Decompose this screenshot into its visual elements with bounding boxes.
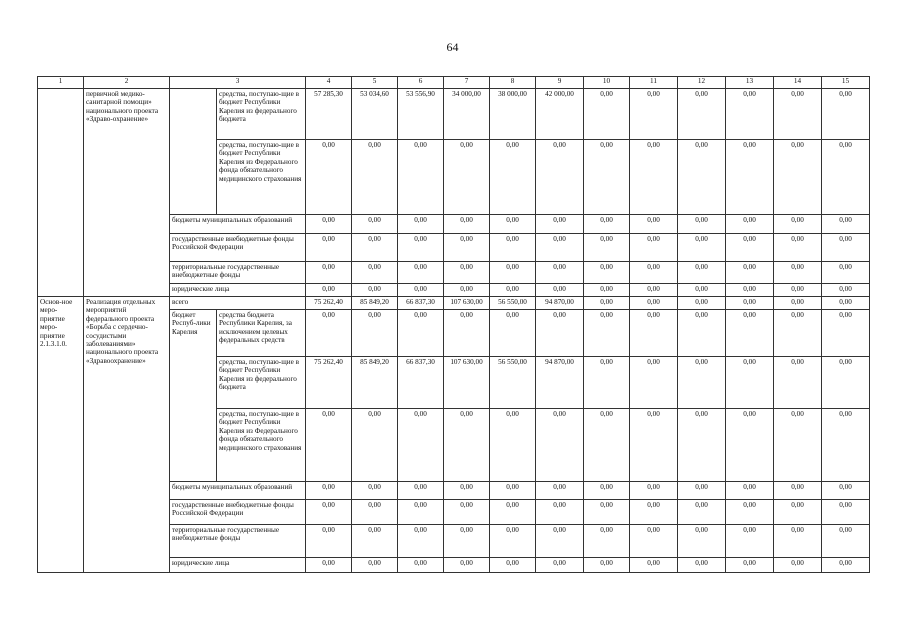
value-cell: 0,00: [774, 482, 822, 500]
value-cell: 0,00: [536, 140, 584, 215]
source-label: средства, поступаю-щие в бюджет Республики Карелия из федерального бюджета: [217, 89, 306, 140]
value-cell: 0,00: [774, 525, 822, 558]
value-cell: 0,00: [584, 284, 630, 297]
value-cell: 0,00: [306, 234, 352, 262]
value-cell: 0,00: [774, 310, 822, 357]
value-cell: 0,00: [352, 500, 398, 525]
value-cell: 66 837,30: [398, 357, 444, 409]
value-cell: 0,00: [678, 89, 726, 140]
value-cell: 38 000,00: [490, 89, 536, 140]
value-cell: 0,00: [306, 482, 352, 500]
value-cell: 34 000,00: [444, 89, 490, 140]
value-cell: 0,00: [352, 262, 398, 284]
value-cell: 0,00: [774, 500, 822, 525]
value-cell: 66 837,30: [398, 297, 444, 310]
value-cell: 0,00: [398, 234, 444, 262]
value-cell: 0,00: [678, 525, 726, 558]
value-cell: 0,00: [584, 500, 630, 525]
source-label: бюджеты муниципальных образований: [170, 215, 306, 234]
value-cell: 0,00: [536, 525, 584, 558]
value-cell: 0,00: [398, 140, 444, 215]
source-label: территориальные государственные внебюджетные фонды: [170, 525, 306, 558]
budget-table: [37, 76, 870, 573]
value-cell: 0,00: [822, 262, 870, 284]
value-cell: 75 262,40: [306, 297, 352, 310]
value-cell: 0,00: [444, 140, 490, 215]
value-cell: 0,00: [536, 310, 584, 357]
value-cell: 0,00: [774, 297, 822, 310]
value-cell: 0,00: [822, 500, 870, 525]
value-cell: 0,00: [630, 215, 678, 234]
value-cell: 0,00: [678, 140, 726, 215]
value-cell: 0,00: [584, 234, 630, 262]
value-cell: 0,00: [630, 262, 678, 284]
column-number-cell: 9: [536, 77, 584, 89]
value-cell: 94 870,00: [536, 297, 584, 310]
value-cell: 0,00: [536, 482, 584, 500]
value-cell: 107 630,00: [444, 297, 490, 310]
value-cell: 0,00: [774, 262, 822, 284]
value-cell: 0,00: [352, 284, 398, 297]
value-cell: 0,00: [678, 234, 726, 262]
value-cell: 0,00: [774, 140, 822, 215]
value-cell: 0,00: [490, 482, 536, 500]
source-label: средства, поступаю-щие в бюджет Республики Карелия из Федерального фонда обязательного медицинского страхования: [217, 409, 306, 482]
value-cell: 0,00: [352, 140, 398, 215]
value-cell: 0,00: [774, 234, 822, 262]
value-cell: 0,00: [490, 500, 536, 525]
column-number-cell: 1: [38, 77, 84, 89]
value-cell: 0,00: [352, 310, 398, 357]
source-label: средства, поступаю-щие в бюджет Республики Карелия из федерального бюджета: [217, 357, 306, 409]
value-cell: 85 849,20: [352, 297, 398, 310]
value-cell: 0,00: [398, 500, 444, 525]
value-cell: 0,00: [584, 215, 630, 234]
value-cell: 0,00: [352, 525, 398, 558]
value-cell: 0,00: [490, 262, 536, 284]
value-cell: 0,00: [822, 409, 870, 482]
value-cell: 0,00: [726, 310, 774, 357]
value-cell: 0,00: [726, 525, 774, 558]
value-cell: 0,00: [726, 482, 774, 500]
value-cell: 0,00: [584, 262, 630, 284]
value-cell: 0,00: [630, 234, 678, 262]
value-cell: 0,00: [584, 525, 630, 558]
value-cell: 0,00: [306, 140, 352, 215]
source-label: государственные внебюджетные фонды Российской Федерации: [170, 234, 306, 262]
value-cell: 0,00: [822, 482, 870, 500]
value-cell: 0,00: [352, 482, 398, 500]
value-cell: 0,00: [398, 482, 444, 500]
value-cell: 0,00: [822, 310, 870, 357]
source-label: юридические лица: [170, 558, 306, 573]
value-cell: 0,00: [444, 558, 490, 573]
column-number-cell: 4: [306, 77, 352, 89]
column-number-cell: 11: [630, 77, 678, 89]
value-cell: 42 000,00: [536, 89, 584, 140]
value-cell: 0,00: [822, 89, 870, 140]
value-cell: 0,00: [630, 140, 678, 215]
block2-status-cell: Основ-ное меро-приятие меро-приятие 2.1.3.1.0.: [38, 297, 84, 573]
value-cell: 0,00: [726, 357, 774, 409]
value-cell: 0,00: [678, 482, 726, 500]
value-cell: 0,00: [398, 215, 444, 234]
value-cell: 0,00: [678, 262, 726, 284]
value-cell: 0,00: [726, 140, 774, 215]
value-cell: 0,00: [678, 357, 726, 409]
value-cell: 0,00: [774, 215, 822, 234]
column-number-cell: 3: [170, 77, 306, 89]
value-cell: 0,00: [352, 234, 398, 262]
value-cell: 0,00: [444, 500, 490, 525]
value-cell: 0,00: [822, 297, 870, 310]
column-number-cell: 10: [584, 77, 630, 89]
block1-status-cell: [38, 89, 84, 297]
value-cell: 0,00: [536, 262, 584, 284]
value-cell: 0,00: [398, 525, 444, 558]
value-cell: 0,00: [536, 234, 584, 262]
value-cell: 0,00: [398, 558, 444, 573]
value-cell: 0,00: [444, 234, 490, 262]
value-cell: 94 870,00: [536, 357, 584, 409]
table-row: [38, 297, 870, 310]
column-number-cell: 12: [678, 77, 726, 89]
source-label: территориальные государственные внебюджетные фонды: [170, 262, 306, 284]
value-cell: 53 556,90: [398, 89, 444, 140]
value-cell: 0,00: [726, 297, 774, 310]
value-cell: 0,00: [306, 409, 352, 482]
value-cell: 0,00: [490, 558, 536, 573]
value-cell: 0,00: [678, 284, 726, 297]
value-cell: 0,00: [398, 262, 444, 284]
value-cell: 0,00: [630, 89, 678, 140]
column-number-cell: 8: [490, 77, 536, 89]
block1-name-cell: первичной медико-санитарной помощи» национального проекта «Здраво-охранение»: [84, 89, 170, 297]
value-cell: 0,00: [444, 284, 490, 297]
value-cell: 0,00: [444, 310, 490, 357]
value-cell: 0,00: [630, 558, 678, 573]
value-cell: 0,00: [306, 525, 352, 558]
value-cell: 0,00: [584, 558, 630, 573]
value-cell: 0,00: [352, 409, 398, 482]
value-cell: 0,00: [726, 89, 774, 140]
column-number-cell: 5: [352, 77, 398, 89]
value-cell: 56 550,00: [490, 357, 536, 409]
column-number-cell: 14: [774, 77, 822, 89]
value-cell: 0,00: [630, 284, 678, 297]
value-cell: 0,00: [630, 409, 678, 482]
value-cell: 85 849,20: [352, 357, 398, 409]
value-cell: 0,00: [306, 262, 352, 284]
value-cell: 0,00: [726, 409, 774, 482]
value-cell: 0,00: [444, 215, 490, 234]
value-cell: 0,00: [774, 357, 822, 409]
value-cell: 0,00: [444, 409, 490, 482]
value-cell: 0,00: [584, 310, 630, 357]
value-cell: 0,00: [822, 558, 870, 573]
value-cell: 0,00: [536, 409, 584, 482]
value-cell: 0,00: [444, 525, 490, 558]
value-cell: 0,00: [352, 558, 398, 573]
value-cell: 57 285,30: [306, 89, 352, 140]
value-cell: 0,00: [774, 409, 822, 482]
value-cell: 0,00: [536, 500, 584, 525]
value-cell: 0,00: [398, 284, 444, 297]
value-cell: 0,00: [822, 140, 870, 215]
value-cell: 0,00: [306, 215, 352, 234]
value-cell: 0,00: [536, 284, 584, 297]
value-cell: 0,00: [630, 357, 678, 409]
value-cell: 0,00: [490, 215, 536, 234]
value-cell: 0,00: [444, 262, 490, 284]
column-number-cell: 2: [84, 77, 170, 89]
value-cell: 0,00: [678, 409, 726, 482]
source-label: юридические лица: [170, 284, 306, 297]
value-cell: 0,00: [678, 297, 726, 310]
value-cell: 0,00: [306, 558, 352, 573]
value-cell: 0,00: [584, 409, 630, 482]
value-cell: 0,00: [584, 482, 630, 500]
value-cell: 0,00: [306, 500, 352, 525]
block2-name-cell: Реализация отдельных мероприятий федерального проекта «Борьба с сердечно-сосудистыми заболеваниями» национального проекта «Здравоохранение»: [84, 297, 170, 573]
value-cell: 0,00: [726, 234, 774, 262]
value-cell: 0,00: [398, 310, 444, 357]
source-label: государственные внебюджетные фонды Российской Федерации: [170, 500, 306, 525]
value-cell: 0,00: [678, 558, 726, 573]
value-cell: 0,00: [630, 525, 678, 558]
value-cell: 0,00: [822, 525, 870, 558]
block1-budget-cell: [170, 89, 217, 215]
value-cell: 0,00: [536, 215, 584, 234]
value-cell: 0,00: [490, 409, 536, 482]
value-cell: 0,00: [584, 297, 630, 310]
value-cell: 0,00: [774, 284, 822, 297]
column-number-cell: 6: [398, 77, 444, 89]
value-cell: 107 630,00: [444, 357, 490, 409]
value-cell: 0,00: [630, 310, 678, 357]
value-cell: 0,00: [584, 140, 630, 215]
value-cell: 0,00: [726, 500, 774, 525]
source-label: средства, поступаю-щие в бюджет Республики Карелия из Федерального фонда обязательного медицинского страхования: [217, 140, 306, 215]
source-label: бюджеты муниципальных образований: [170, 482, 306, 500]
value-cell: 0,00: [490, 284, 536, 297]
value-cell: 0,00: [584, 357, 630, 409]
value-cell: 56 550,00: [490, 297, 536, 310]
value-cell: 0,00: [678, 310, 726, 357]
value-cell: 0,00: [490, 234, 536, 262]
value-cell: 0,00: [726, 558, 774, 573]
value-cell: 0,00: [306, 310, 352, 357]
value-cell: 0,00: [630, 297, 678, 310]
table-row: [38, 89, 870, 140]
value-cell: 0,00: [490, 140, 536, 215]
value-cell: 75 262,40: [306, 357, 352, 409]
source-label: средства бюджета Республики Карелия, за исключением целевых федеральных средств: [217, 310, 306, 357]
block2-budget-cell: бюджет Респуб-лики Карелия: [170, 310, 217, 482]
source-label: всего: [170, 297, 306, 310]
column-number-cell: 13: [726, 77, 774, 89]
value-cell: 0,00: [774, 89, 822, 140]
value-cell: 0,00: [822, 357, 870, 409]
column-number-row: [38, 77, 870, 89]
value-cell: 0,00: [352, 215, 398, 234]
value-cell: 0,00: [822, 215, 870, 234]
value-cell: 0,00: [490, 525, 536, 558]
value-cell: 0,00: [584, 89, 630, 140]
value-cell: 0,00: [678, 215, 726, 234]
value-cell: 0,00: [630, 482, 678, 500]
value-cell: 0,00: [630, 500, 678, 525]
value-cell: 0,00: [726, 284, 774, 297]
value-cell: 0,00: [678, 500, 726, 525]
value-cell: 0,00: [444, 482, 490, 500]
value-cell: 0,00: [306, 284, 352, 297]
value-cell: 53 034,60: [352, 89, 398, 140]
column-number-cell: 15: [822, 77, 870, 89]
value-cell: 0,00: [490, 310, 536, 357]
value-cell: 0,00: [726, 262, 774, 284]
value-cell: 0,00: [822, 284, 870, 297]
value-cell: 0,00: [726, 215, 774, 234]
page-number: 64: [446, 40, 459, 54]
value-cell: 0,00: [774, 558, 822, 573]
value-cell: 0,00: [822, 234, 870, 262]
value-cell: 0,00: [398, 409, 444, 482]
column-number-cell: 7: [444, 77, 490, 89]
value-cell: 0,00: [536, 558, 584, 573]
